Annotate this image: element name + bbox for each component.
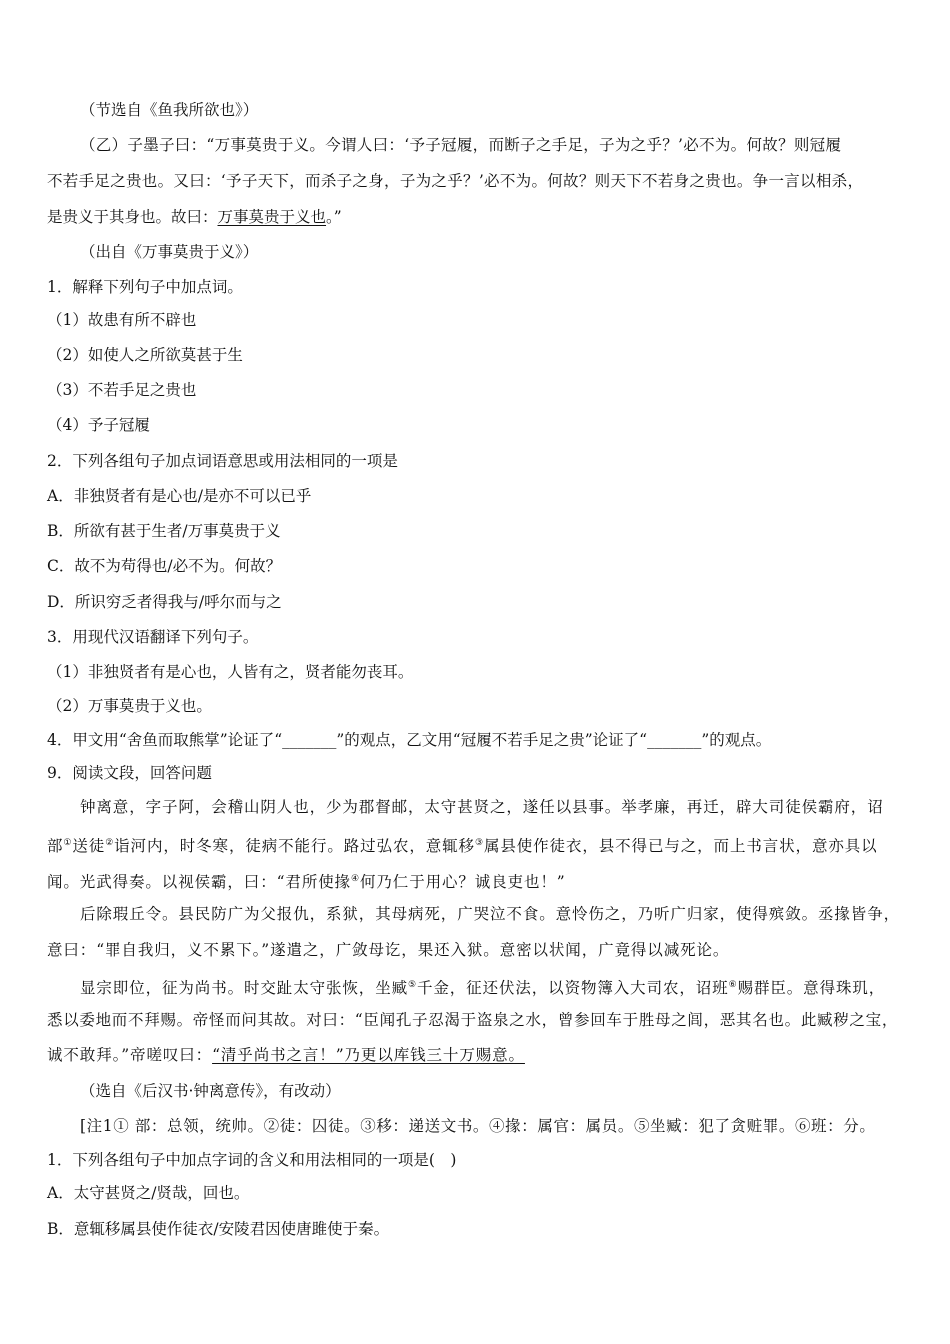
source-note: （选自《后汉书·钟离意传》，有改动）: [80, 1082, 341, 1100]
question-1: 1．下列各组句子中加点字词的含义和用法相同的一项是( ): [47, 1151, 457, 1169]
underlined-sentence: 万事莫贵于义也: [217, 208, 327, 226]
passage-yi-line: （乙）子墨子曰：“万事莫贵于义。今谓人曰：‘予子冠履，而断子之手足，子为之乎？’必不为。何故？则冠履: [80, 136, 842, 154]
footnote-ref: ①: [63, 838, 73, 848]
text: 诚不敢拜。”帝嗟叹曰：: [47, 1046, 213, 1064]
question-3: 3．用现代汉语翻译下列句子。: [47, 628, 259, 646]
text: 部: [47, 837, 64, 856]
option-c: C．故不为苟得也/必不为。何故？: [47, 557, 282, 575]
passage-line: [47, 868, 566, 893]
source-note-yi: （出自《万事莫贵于义》）: [80, 243, 259, 261]
question-9: 9．阅读文段，回答问题: [47, 764, 212, 782]
option-b: B．所欲有甚于生者/万事莫贵于义: [47, 522, 281, 540]
option-b: B．意辄移属县使作徒衣/安陵君因使唐雎使于秦。: [47, 1220, 390, 1238]
source-note-jia: （节选自《鱼我所欲也》）: [80, 101, 259, 119]
passage-yi-line: 不若手足之贵也。又曰：‘予子天下，而杀子之身，子为之乎？’必不为。何故？则天下不若身之贵也。争一言以相杀，: [47, 172, 864, 190]
footnote-ref: ③: [474, 838, 484, 848]
text: 送徒: [72, 837, 106, 856]
footnote-ref: ②: [105, 838, 115, 848]
question-2: 2．下列各组句子加点词语意思或用法相同的一项是: [47, 452, 398, 470]
text: 诣河内，时冬寒，徒病不能行。路过弘农，意辄移: [114, 837, 475, 856]
option-a: A．非独贤者有是心也/是亦不可以已乎: [47, 487, 312, 505]
footnotes: [注1① 部：总领，统帅。②徒：囚徒。③移：递送文书。④掾：属官：属员。⑤坐臧：犯了贪赃罪。⑥班：分。: [80, 1117, 876, 1135]
text: 千金，征还伏法，以资物簿入大司农，诏班: [416, 979, 729, 998]
footnote-ref: ④: [351, 874, 360, 884]
question-item: （1）非独贤者有是心也，人皆有之，贤者能勿丧耳。: [47, 663, 414, 681]
passage-line: [47, 1044, 525, 1066]
passage-line: [47, 832, 878, 857]
option-d: D．所识穷乏者得我与/呼尔而与之: [47, 593, 282, 611]
text: 何乃仁于用心？诚良吏也！”: [360, 873, 566, 892]
question-item: （2）万事莫贵于义也。: [47, 697, 212, 715]
question-item: （3）不若手足之贵也: [47, 381, 197, 399]
text: 是贵义于其身也。故曰：: [47, 208, 218, 226]
passage-line: 悉以委地而不拜赐。帝怪而问其故。对曰：“臣闻孔子忍渴于盗泉之水，曾参回车于胜母之闾，恶其名也。此臧秽之宝，: [47, 1011, 899, 1029]
option-a: A．太守甚贤之/贤哉，回也。: [47, 1184, 250, 1202]
question-4: 4．甲文用“舍鱼而取熊掌”论证了“_______”的观点，乙文用“冠履不若手足之贵”论证了“_______”的观点。: [47, 731, 772, 749]
passage-line: 意曰：“罪自我归，义不累下。”遂遣之，广敛母讫，果还入狱。意密以状闻，广竟得以减死论。: [47, 941, 730, 959]
text: 闻。光武得奏。以视侯霸，曰：“君所使掾: [47, 873, 352, 892]
underlined-sentence: “清乎尚书之言！”乃更以库钱三十万赐意。: [212, 1046, 525, 1064]
question-1: 1．解释下列句子中加点词。: [47, 278, 243, 296]
text: 显宗即位，征为尚书。时交趾太守张恢，坐臧: [80, 979, 409, 998]
passage-yi-line: [47, 206, 342, 228]
footnote-ref: ⑤: [408, 980, 417, 990]
text: 。”: [326, 208, 342, 226]
passage-line: 后除瑕丘令。县民防广为父报仇，系狱，其母病死，广哭泣不食。意怜伤之，乃听广归家，使得殡敛。丞掾皆争，: [80, 905, 901, 923]
question-item: （1）故患有所不辟也: [47, 311, 197, 329]
question-item: （4）予子冠履: [47, 416, 150, 434]
footnote-ref: ⑥: [728, 980, 738, 990]
passage-line: 钟离意，字子阿，会稽山阴人也，少为郡督邮，太守甚贤之，遂任以县事。举孝廉，再迁，辟大司徒侯霸府，诏: [80, 798, 884, 816]
passage-line: [80, 974, 885, 999]
question-item: （2）如使人之所欲莫甚于生: [47, 346, 243, 364]
text: 赐群臣。意得珠玑，: [737, 979, 886, 998]
text: 属县使作徒衣，县不得已与之，而上书言状，意亦具以: [483, 837, 878, 856]
